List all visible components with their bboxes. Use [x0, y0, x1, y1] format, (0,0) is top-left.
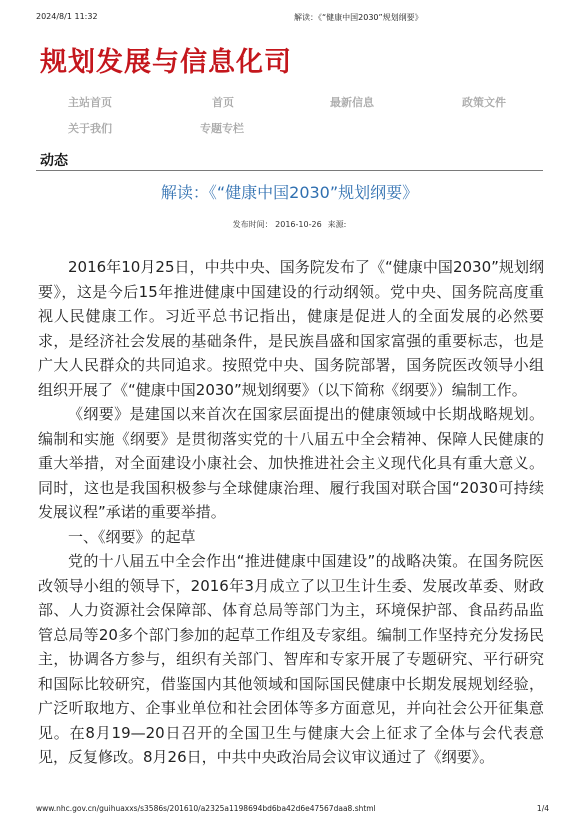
article-paragraph: 党的十八届五中全会作出“推进健康中国建设”的战略决策。在国务院医改领导小组的领导下，2016年3月成立了以卫生计生委、发展改革委、财政部、人力资源社会保障部、体育总局等部门为主，环境保护部、食品药品监管总局等20多个部门参加的起草工作组及专家组。编制工作坚持充分发扬民主，协调各方参与，组织有关部门、智库和专家开展了专题研究、平行研究和国际比较研究，借鉴国内其他领域和国际国民健康中长期发展规划经验，广泛听取地方、企事业单位和社会团体等多方面意见，并向社会公开征集意见。在8月19—20日召开的全国卫生与健康大会上征求了全体与会代表意见，反复修改。8月26日，中共中央政治局会议审议通过了《纲要》。 — [38, 552, 544, 766]
nav-home[interactable]: 首页 — [212, 96, 234, 109]
section-label: 动态 — [40, 153, 68, 169]
nav-policy-documents[interactable]: 政策文件 — [462, 96, 506, 109]
nav-about-us[interactable]: 关于我们 — [68, 122, 112, 135]
print-page-title: 解读：《“健康中国2030”规划纲要》 — [294, 13, 423, 22]
article-body — [38, 255, 544, 770]
article-paragraph: 《纲要》是建国以来首次在国家层面提出的健康领域中长期战略规划。编制和实施《纲要》是贯彻落实党的十八届五中全会精神、保障人民健康的重大举措，对全面建设小康社会、加快推进社会主义现代化具有重大意义。同时，这也是我国积极参与全球健康治理、履行我国对联合国“2030可持续发展议程”承诺的重要举措。 — [38, 405, 544, 521]
article-source: 来源: — [327, 220, 347, 229]
article-meta — [0, 219, 579, 230]
print-datetime: 2024/8/1 11:32 — [36, 12, 98, 21]
site-title[interactable]: 规划发展与信息化司 — [40, 47, 292, 78]
nav-special-topics[interactable]: 专题专栏 — [200, 122, 244, 135]
article-title: 解读：《“健康中国2030”规划纲要》 — [160, 183, 419, 202]
nav-main-site-home[interactable]: 主站首页 — [68, 96, 112, 109]
article-paragraph: 2016年10月25日，中共中央、国务院发布了《“健康中国2030”规划纲要》，这是今后15年推进健康中国建设的行动纲领。党中央、国务院高度重视人民健康工作。习近平总书记指出，健康是促进人的全面发展的必然要求，是经济社会发展的基础条件，是民族昌盛和国家富强的重要标志，也是广大人民群众的共同追求。按照党中央、国务院部署，国务院医改领导小组组织开展了《“健康中国2030”规划纲要》（以下简称《纲要》）编制工作。 — [38, 258, 544, 399]
page-url: www.nhc.gov.cn/guihuaxxs/s3586s/201610/a2325a1198694bd6ba42d6e47567daa8.shtml — [36, 804, 376, 813]
page-number: 1/4 — [536, 804, 549, 813]
nav-latest-info[interactable]: 最新信息 — [330, 96, 374, 109]
publish-date: 发布时间： 2016-10-26 — [232, 220, 322, 229]
article-section-heading: 一、《纲要》的起草 — [68, 527, 196, 546]
print-footer — [36, 804, 549, 816]
section-divider — [36, 170, 543, 171]
print-header — [36, 12, 543, 26]
